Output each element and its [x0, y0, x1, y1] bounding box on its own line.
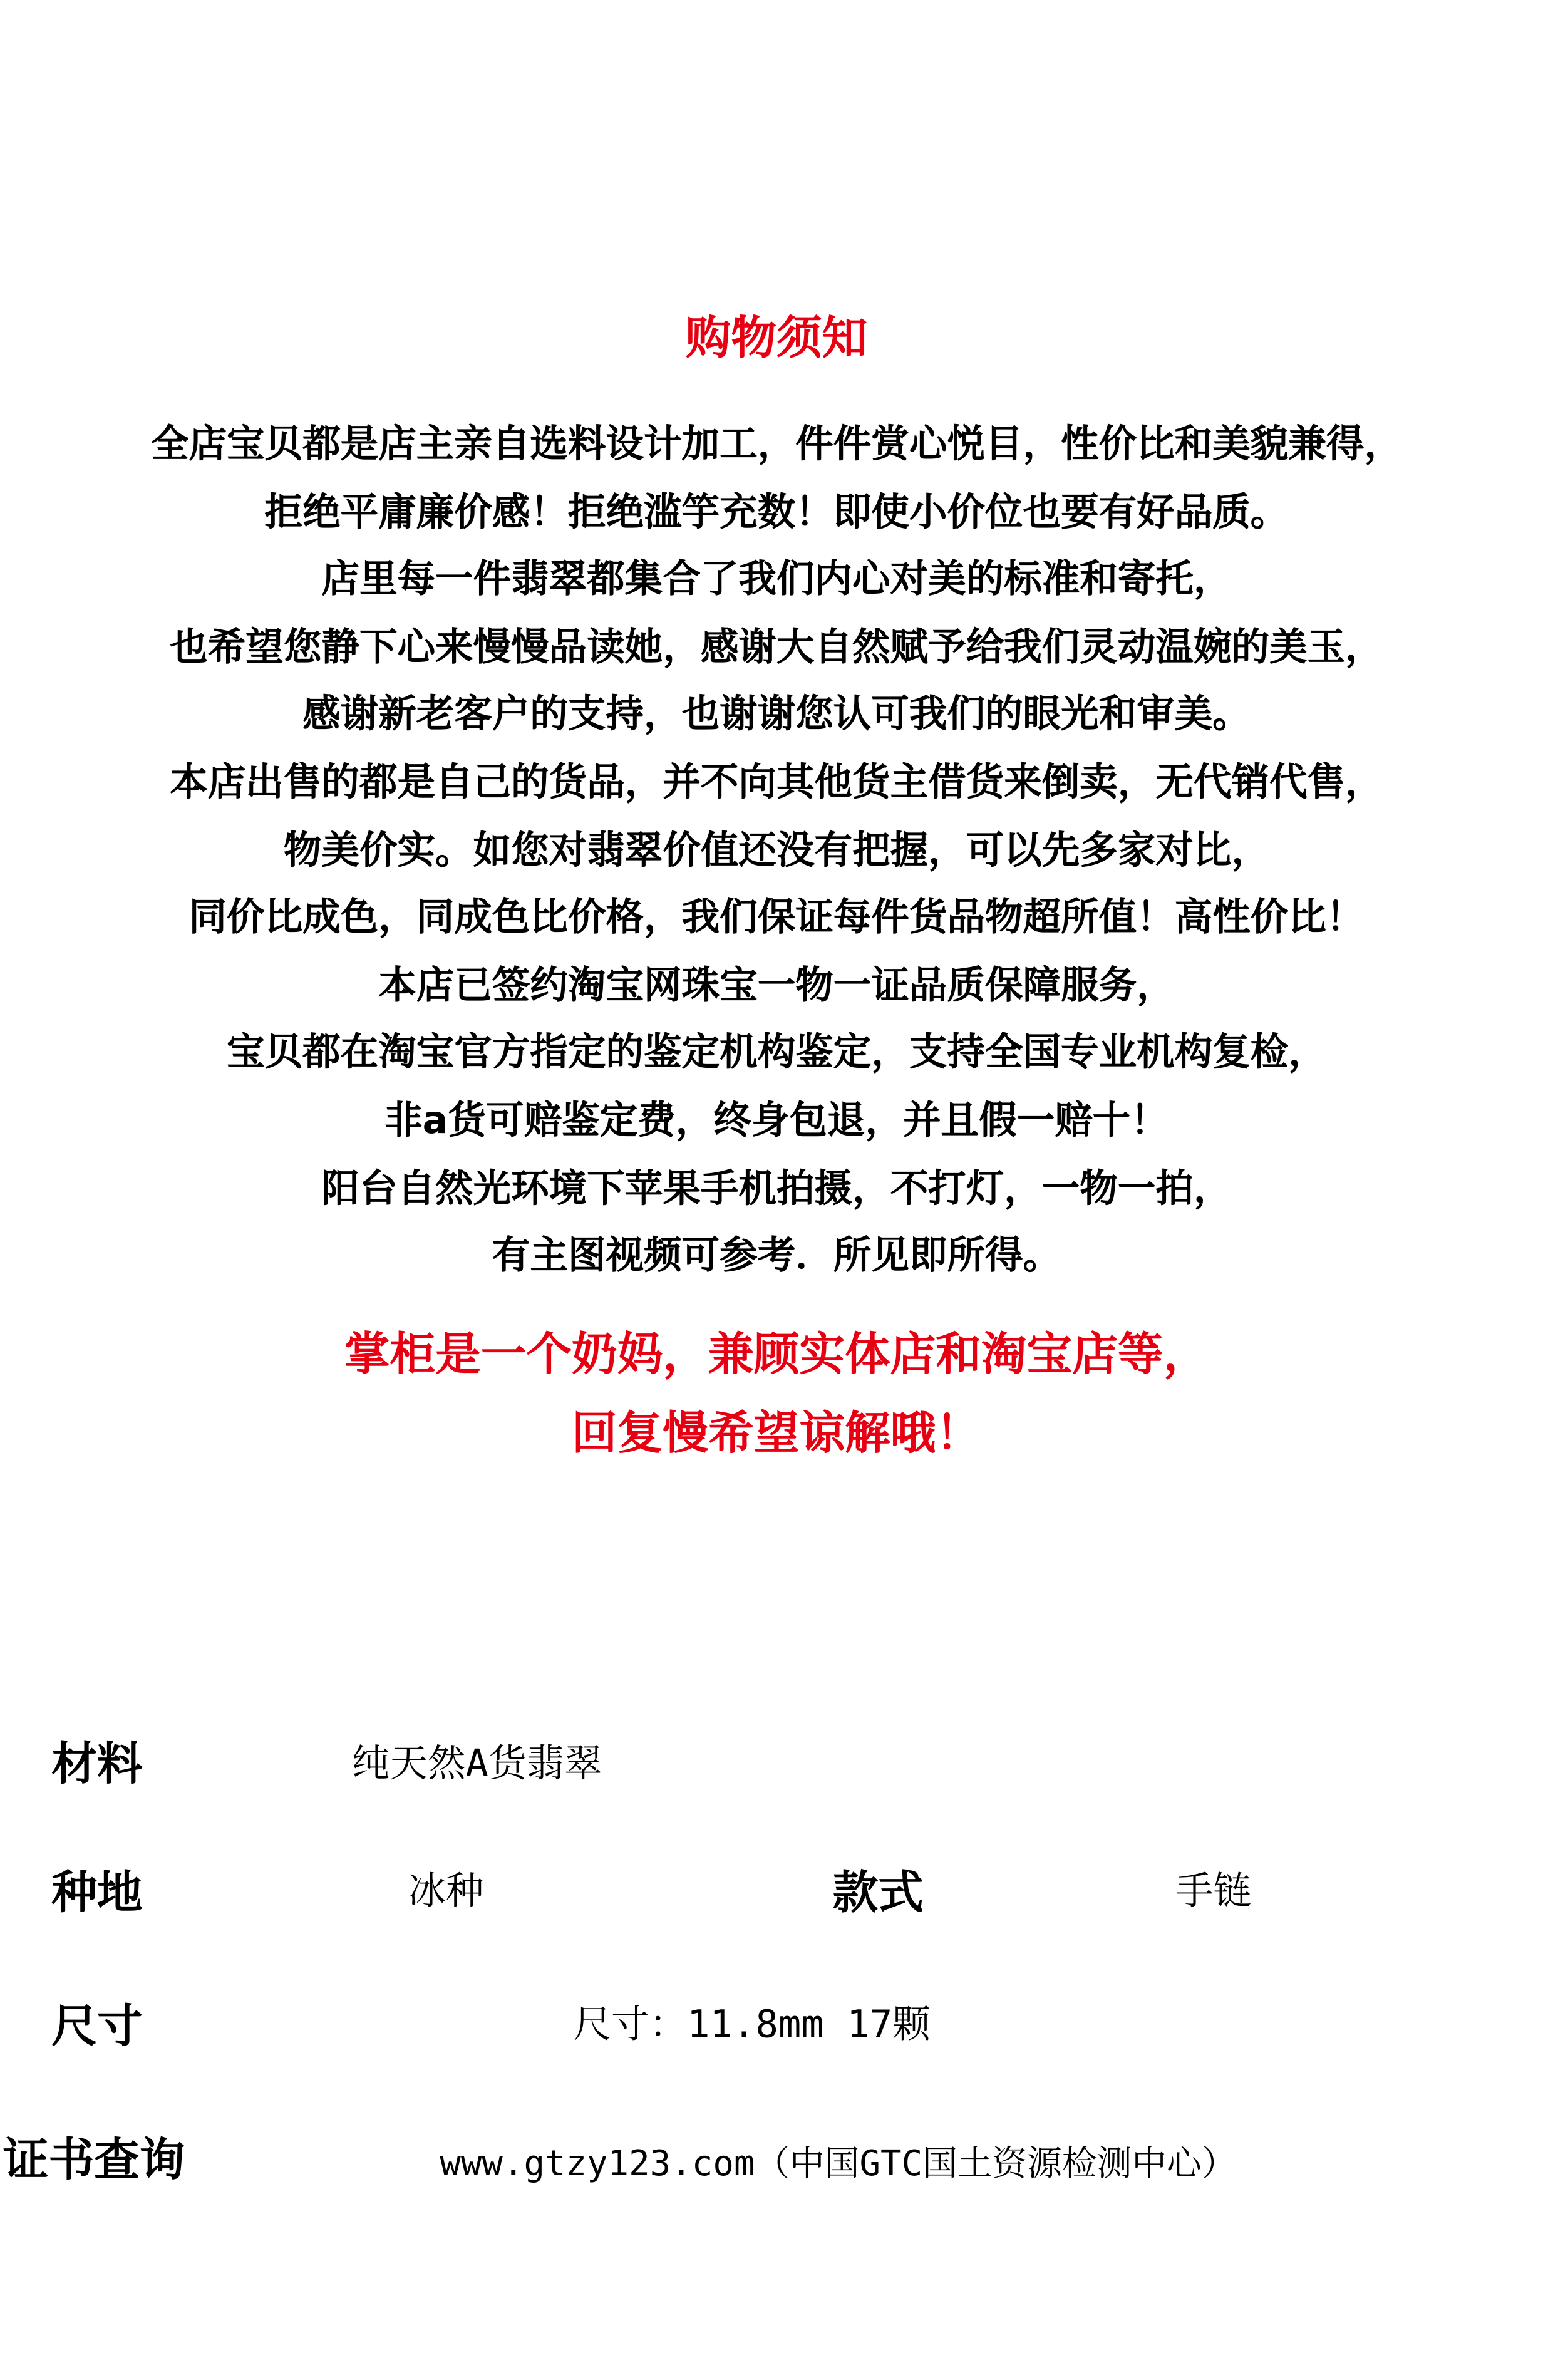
- notice-line: 物美价实。如您对翡翠价值还没有把握，可以先多家对比，: [283, 827, 1270, 872]
- notice-line: 店里每一件翡翠都集合了我们内心对美的标准和寄托，: [321, 557, 1232, 601]
- notice-line: 阳台自然光环境下苹果手机拍摄，不打灯，一物一拍，: [321, 1166, 1232, 1210]
- notice-line: 拒绝平庸廉价感！拒绝滥竽充数！即使小价位也要有好品质。: [264, 489, 1289, 534]
- certificate-value: www.gtzy123.com（中国GTC国土资源检测中心）: [440, 2145, 1237, 2185]
- origin-label: 种地: [51, 1867, 143, 1921]
- notice-line: 全店宝贝都是店主亲自选料设计加工，件件赏心悦目，性价比和美貌兼得，: [150, 422, 1403, 466]
- owner-note: [0, 1317, 1553, 1474]
- size-label: 尺寸: [51, 2000, 143, 2054]
- origin-value: 冰种: [408, 1868, 484, 1913]
- page-title: 购物须知: [685, 312, 868, 366]
- material-label: 材料: [51, 1738, 143, 1792]
- material-value: 纯天然A货翡翠: [351, 1741, 602, 1786]
- notice-line: 有主图视频可参考．所见即所得。: [492, 1233, 1061, 1278]
- notice-line: 本店已签约淘宝网珠宝一物一证品质保障服务，: [378, 963, 1175, 1007]
- style-label: 款式: [832, 1867, 924, 1921]
- certificate-label: 证书查询: [3, 2134, 185, 2188]
- notice-text: [0, 411, 1553, 1290]
- notice-line: 感谢新老客户的支持，也谢谢您认可我们的眼光和审美。: [302, 692, 1251, 737]
- notice-line: 本店出售的都是自己的货品，并不向其他货主借货来倒卖，无代销代售，: [170, 760, 1383, 804]
- owner-note-line: 回复慢希望谅解哦！: [572, 1407, 981, 1461]
- notice-line: 同价比成色，同成色比价格，我们保证每件货品物超所值！高性价比！: [188, 895, 1365, 939]
- notice-line: 非a货可赔鉴定费，终身包退，并且假一赔十！: [384, 1098, 1169, 1142]
- owner-note-line: 掌柜是一个奶妈，兼顾实体店和淘宝店等，: [344, 1328, 1209, 1382]
- style-value: 手链: [1175, 1868, 1252, 1913]
- notice-line: 宝贝都在淘宝官方指定的鉴定机构鉴定，支持全国专业机构复检，: [227, 1030, 1326, 1075]
- notice-line: 也希望您静下心来慢慢品读她，感谢大自然赋予给我们灵动温婉的美玉，: [170, 624, 1383, 669]
- size-value: 尺寸：11.8mm 17颗: [573, 2002, 931, 2047]
